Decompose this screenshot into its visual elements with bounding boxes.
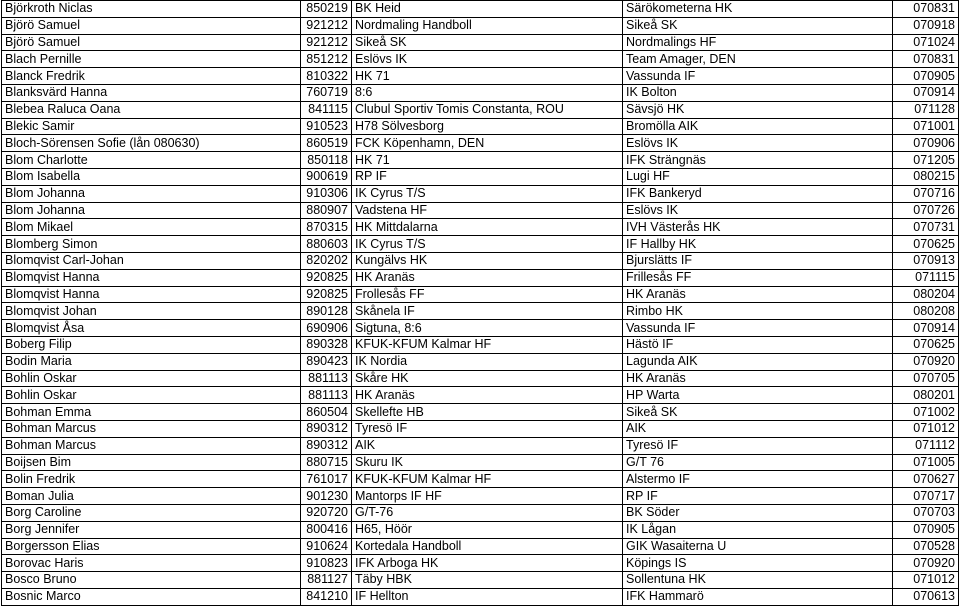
player-name-cell: Blom Isabella [2, 168, 301, 185]
transfer-date-cell: 070918 [893, 17, 959, 34]
player-code-cell: 760719 [301, 84, 352, 101]
player-name-cell: Blach Pernille [2, 51, 301, 68]
from-club-cell: Sikeå SK [352, 34, 623, 51]
table-row [2, 286, 959, 303]
table-row [2, 252, 959, 269]
player-code-cell: 761017 [301, 471, 352, 488]
player-name-cell: Björkroth Niclas [2, 1, 301, 18]
from-club-cell: G/T-76 [352, 504, 623, 521]
to-club-cell: IK Lågan [623, 521, 893, 538]
player-code-cell: 690906 [301, 320, 352, 337]
from-club-cell: RP IF [352, 168, 623, 185]
player-code-cell: 850219 [301, 1, 352, 18]
player-code-cell: 880907 [301, 202, 352, 219]
to-club-cell: Lugi HF [623, 168, 893, 185]
transfer-date-cell: 071012 [893, 420, 959, 437]
to-club-cell: GIK Wasaiterna U [623, 538, 893, 555]
player-name-cell: Blom Mikael [2, 219, 301, 236]
table-row [2, 521, 959, 538]
player-code-cell: 800416 [301, 521, 352, 538]
player-code-cell: 881113 [301, 370, 352, 387]
table-row [2, 219, 959, 236]
from-club-cell: Skånela IF [352, 303, 623, 320]
transfer-date-cell: 070625 [893, 236, 959, 253]
player-name-cell: Bosnic Marco [2, 588, 301, 605]
table-row [2, 17, 959, 34]
from-club-cell: FCK Köpenhamn, DEN [352, 135, 623, 152]
to-club-cell: AIK [623, 420, 893, 437]
player-name-cell: Borovac Haris [2, 555, 301, 572]
player-name-cell: Blekic Samir [2, 118, 301, 135]
to-club-cell: Sikeå SK [623, 17, 893, 34]
from-club-cell: IK Cyrus T/S [352, 236, 623, 253]
from-club-cell: AIK [352, 437, 623, 454]
player-code-cell: 910523 [301, 118, 352, 135]
table-row [2, 404, 959, 421]
player-code-cell: 860504 [301, 404, 352, 421]
player-code-cell: 901230 [301, 488, 352, 505]
table-row [2, 471, 959, 488]
table-row [2, 168, 959, 185]
player-code-cell: 890328 [301, 336, 352, 353]
from-club-cell: Kortedala Handboll [352, 538, 623, 555]
to-club-cell: Eslövs IK [623, 135, 893, 152]
transfer-date-cell: 070726 [893, 202, 959, 219]
player-name-cell: Bohlin Oskar [2, 370, 301, 387]
player-code-cell: 890423 [301, 353, 352, 370]
table-row [2, 303, 959, 320]
from-club-cell: H78 Sölvesborg [352, 118, 623, 135]
table-row [2, 420, 959, 437]
transfer-date-cell: 070920 [893, 555, 959, 572]
from-club-cell: Clubul Sportiv Tomis Constanta, ROU [352, 101, 623, 118]
to-club-cell: Vassunda IF [623, 68, 893, 85]
transfer-date-cell: 071005 [893, 454, 959, 471]
from-club-cell: Skellefte HB [352, 404, 623, 421]
player-code-cell: 881127 [301, 572, 352, 589]
to-club-cell: Bjurslätts IF [623, 252, 893, 269]
table-row [2, 454, 959, 471]
from-club-cell: IF Hellton [352, 588, 623, 605]
player-name-cell: Bohman Marcus [2, 437, 301, 454]
table-row [2, 236, 959, 253]
player-name-cell: Blomqvist Åsa [2, 320, 301, 337]
player-name-cell: Blom Charlotte [2, 152, 301, 169]
player-code-cell: 910823 [301, 555, 352, 572]
player-code-cell: 910306 [301, 185, 352, 202]
transfer-table [1, 0, 959, 606]
from-club-cell: IK Nordia [352, 353, 623, 370]
table-row [2, 269, 959, 286]
to-club-cell: Frillesås FF [623, 269, 893, 286]
to-club-cell: Rimbo HK [623, 303, 893, 320]
transfer-date-cell: 070705 [893, 370, 959, 387]
transfer-date-cell: 070914 [893, 320, 959, 337]
table-body [2, 1, 959, 606]
player-code-cell: 810322 [301, 68, 352, 85]
table-row [2, 320, 959, 337]
table-row [2, 34, 959, 51]
transfer-date-cell: 071001 [893, 118, 959, 135]
player-code-cell: 920825 [301, 286, 352, 303]
from-club-cell: Vadstena HF [352, 202, 623, 219]
player-name-cell: Bohman Marcus [2, 420, 301, 437]
to-club-cell: RP IF [623, 488, 893, 505]
to-club-cell: BK Söder [623, 504, 893, 521]
table-row [2, 488, 959, 505]
transfer-date-cell: 070914 [893, 84, 959, 101]
to-club-cell: IFK Hammarö [623, 588, 893, 605]
from-club-cell: KFUK-KFUM Kalmar HF [352, 336, 623, 353]
to-club-cell: Sävsjö HK [623, 101, 893, 118]
to-club-cell: Vassunda IF [623, 320, 893, 337]
transfer-date-cell: 080208 [893, 303, 959, 320]
player-code-cell: 920720 [301, 504, 352, 521]
from-club-cell: HK 71 [352, 68, 623, 85]
transfer-date-cell: 070913 [893, 252, 959, 269]
player-name-cell: Bohman Emma [2, 404, 301, 421]
table-row [2, 202, 959, 219]
player-name-cell: Borg Jennifer [2, 521, 301, 538]
to-club-cell: Hästö IF [623, 336, 893, 353]
table-row [2, 437, 959, 454]
to-club-cell: HK Aranäs [623, 286, 893, 303]
player-name-cell: Bosco Bruno [2, 572, 301, 589]
player-code-cell: 890128 [301, 303, 352, 320]
player-name-cell: Blom Johanna [2, 202, 301, 219]
to-club-cell: G/T 76 [623, 454, 893, 471]
from-club-cell: Kungälvs HK [352, 252, 623, 269]
from-club-cell: Nordmaling Handboll [352, 17, 623, 34]
transfer-date-cell: 070625 [893, 336, 959, 353]
to-club-cell: IVH Västerås HK [623, 219, 893, 236]
player-code-cell: 880715 [301, 454, 352, 471]
table-row [2, 387, 959, 404]
player-name-cell: Boberg Filip [2, 336, 301, 353]
player-code-cell: 860519 [301, 135, 352, 152]
from-club-cell: KFUK-KFUM Kalmar HF [352, 471, 623, 488]
player-code-cell: 890312 [301, 420, 352, 437]
player-code-cell: 880603 [301, 236, 352, 253]
table-row [2, 1, 959, 18]
to-club-cell: IFK Bankeryd [623, 185, 893, 202]
table-row [2, 118, 959, 135]
player-name-cell: Blom Johanna [2, 185, 301, 202]
player-name-cell: Blomberg Simon [2, 236, 301, 253]
from-club-cell: Mantorps IF HF [352, 488, 623, 505]
player-name-cell: Bodin Maria [2, 353, 301, 370]
table-row [2, 353, 959, 370]
table-row [2, 588, 959, 605]
player-name-cell: Borg Caroline [2, 504, 301, 521]
from-club-cell: Skuru IK [352, 454, 623, 471]
transfer-date-cell: 070831 [893, 1, 959, 18]
to-club-cell: Särökometerna HK [623, 1, 893, 18]
player-code-cell: 920825 [301, 269, 352, 286]
from-club-cell: 8:6 [352, 84, 623, 101]
player-name-cell: Boijsen Bim [2, 454, 301, 471]
transfer-date-cell: 070905 [893, 521, 959, 538]
table-row [2, 135, 959, 152]
transfer-date-cell: 070703 [893, 504, 959, 521]
from-club-cell: Täby HBK [352, 572, 623, 589]
to-club-cell: Bromölla AIK [623, 118, 893, 135]
to-club-cell: IF Hallby HK [623, 236, 893, 253]
table-row [2, 68, 959, 85]
table-row [2, 51, 959, 68]
from-club-cell: Tyresö IF [352, 420, 623, 437]
table-row [2, 84, 959, 101]
table-row [2, 538, 959, 555]
from-club-cell: Sigtuna, 8:6 [352, 320, 623, 337]
player-name-cell: Bohlin Oskar [2, 387, 301, 404]
transfer-date-cell: 071112 [893, 437, 959, 454]
transfer-date-cell: 070717 [893, 488, 959, 505]
transfer-date-cell: 070905 [893, 68, 959, 85]
transfer-date-cell: 070906 [893, 135, 959, 152]
player-code-cell: 900619 [301, 168, 352, 185]
from-club-cell: BK Heid [352, 1, 623, 18]
from-club-cell: Eslövs IK [352, 51, 623, 68]
from-club-cell: HK Aranäs [352, 387, 623, 404]
player-code-cell: 881113 [301, 387, 352, 404]
player-code-cell: 910624 [301, 538, 352, 555]
transfer-date-cell: 070920 [893, 353, 959, 370]
table-row [2, 572, 959, 589]
player-name-cell: Bloch-Sörensen Sofie (lån 080630) [2, 135, 301, 152]
from-club-cell: HK 71 [352, 152, 623, 169]
to-club-cell: HK Aranäs [623, 370, 893, 387]
to-club-cell: Lagunda AIK [623, 353, 893, 370]
player-code-cell: 850118 [301, 152, 352, 169]
transfer-date-cell: 070613 [893, 588, 959, 605]
transfer-date-cell: 071012 [893, 572, 959, 589]
from-club-cell: H65, Höör [352, 521, 623, 538]
transfer-date-cell: 071128 [893, 101, 959, 118]
player-code-cell: 921212 [301, 17, 352, 34]
to-club-cell: IK Bolton [623, 84, 893, 101]
transfer-date-cell: 070528 [893, 538, 959, 555]
player-name-cell: Blomqvist Johan [2, 303, 301, 320]
player-name-cell: Borgersson Elias [2, 538, 301, 555]
to-club-cell: Sikeå SK [623, 404, 893, 421]
to-club-cell: Eslövs IK [623, 202, 893, 219]
player-name-cell: Blomqvist Hanna [2, 269, 301, 286]
to-club-cell: Sollentuna HK [623, 572, 893, 589]
table-row [2, 370, 959, 387]
transfer-date-cell: 070731 [893, 219, 959, 236]
transfer-date-cell: 071024 [893, 34, 959, 51]
from-club-cell: Skåre HK [352, 370, 623, 387]
to-club-cell: Nordmalings HF [623, 34, 893, 51]
player-name-cell: Blebea Raluca Oana [2, 101, 301, 118]
table-row [2, 336, 959, 353]
from-club-cell: IFK Arboga HK [352, 555, 623, 572]
table-row [2, 101, 959, 118]
player-name-cell: Blanck Fredrik [2, 68, 301, 85]
to-club-cell: IFK Strängnäs [623, 152, 893, 169]
transfer-date-cell: 070716 [893, 185, 959, 202]
player-name-cell: Blomqvist Hanna [2, 286, 301, 303]
player-code-cell: 841210 [301, 588, 352, 605]
from-club-cell: IK Cyrus T/S [352, 185, 623, 202]
table-row [2, 185, 959, 202]
to-club-cell: HP Warta [623, 387, 893, 404]
table-row [2, 152, 959, 169]
table-row [2, 504, 959, 521]
transfer-date-cell: 080215 [893, 168, 959, 185]
player-name-cell: Björö Samuel [2, 17, 301, 34]
player-code-cell: 890312 [301, 437, 352, 454]
transfer-date-cell: 070627 [893, 471, 959, 488]
player-code-cell: 921212 [301, 34, 352, 51]
player-name-cell: Blanksvärd Hanna [2, 84, 301, 101]
to-club-cell: Team Amager, DEN [623, 51, 893, 68]
from-club-cell: HK Aranäs [352, 269, 623, 286]
to-club-cell: Alstermo IF [623, 471, 893, 488]
player-name-cell: Blomqvist Carl-Johan [2, 252, 301, 269]
player-code-cell: 820202 [301, 252, 352, 269]
table-row [2, 555, 959, 572]
transfer-date-cell: 071115 [893, 269, 959, 286]
transfer-date-cell: 070831 [893, 51, 959, 68]
player-name-cell: Bolin Fredrik [2, 471, 301, 488]
player-name-cell: Boman Julia [2, 488, 301, 505]
to-club-cell: Tyresö IF [623, 437, 893, 454]
from-club-cell: Frollesås FF [352, 286, 623, 303]
to-club-cell: Köpings IS [623, 555, 893, 572]
from-club-cell: HK Mittdalarna [352, 219, 623, 236]
player-code-cell: 851212 [301, 51, 352, 68]
transfer-date-cell: 080204 [893, 286, 959, 303]
transfer-date-cell: 071002 [893, 404, 959, 421]
transfer-date-cell: 071205 [893, 152, 959, 169]
player-code-cell: 870315 [301, 219, 352, 236]
transfer-date-cell: 080201 [893, 387, 959, 404]
player-code-cell: 841115 [301, 101, 352, 118]
player-name-cell: Björö Samuel [2, 34, 301, 51]
